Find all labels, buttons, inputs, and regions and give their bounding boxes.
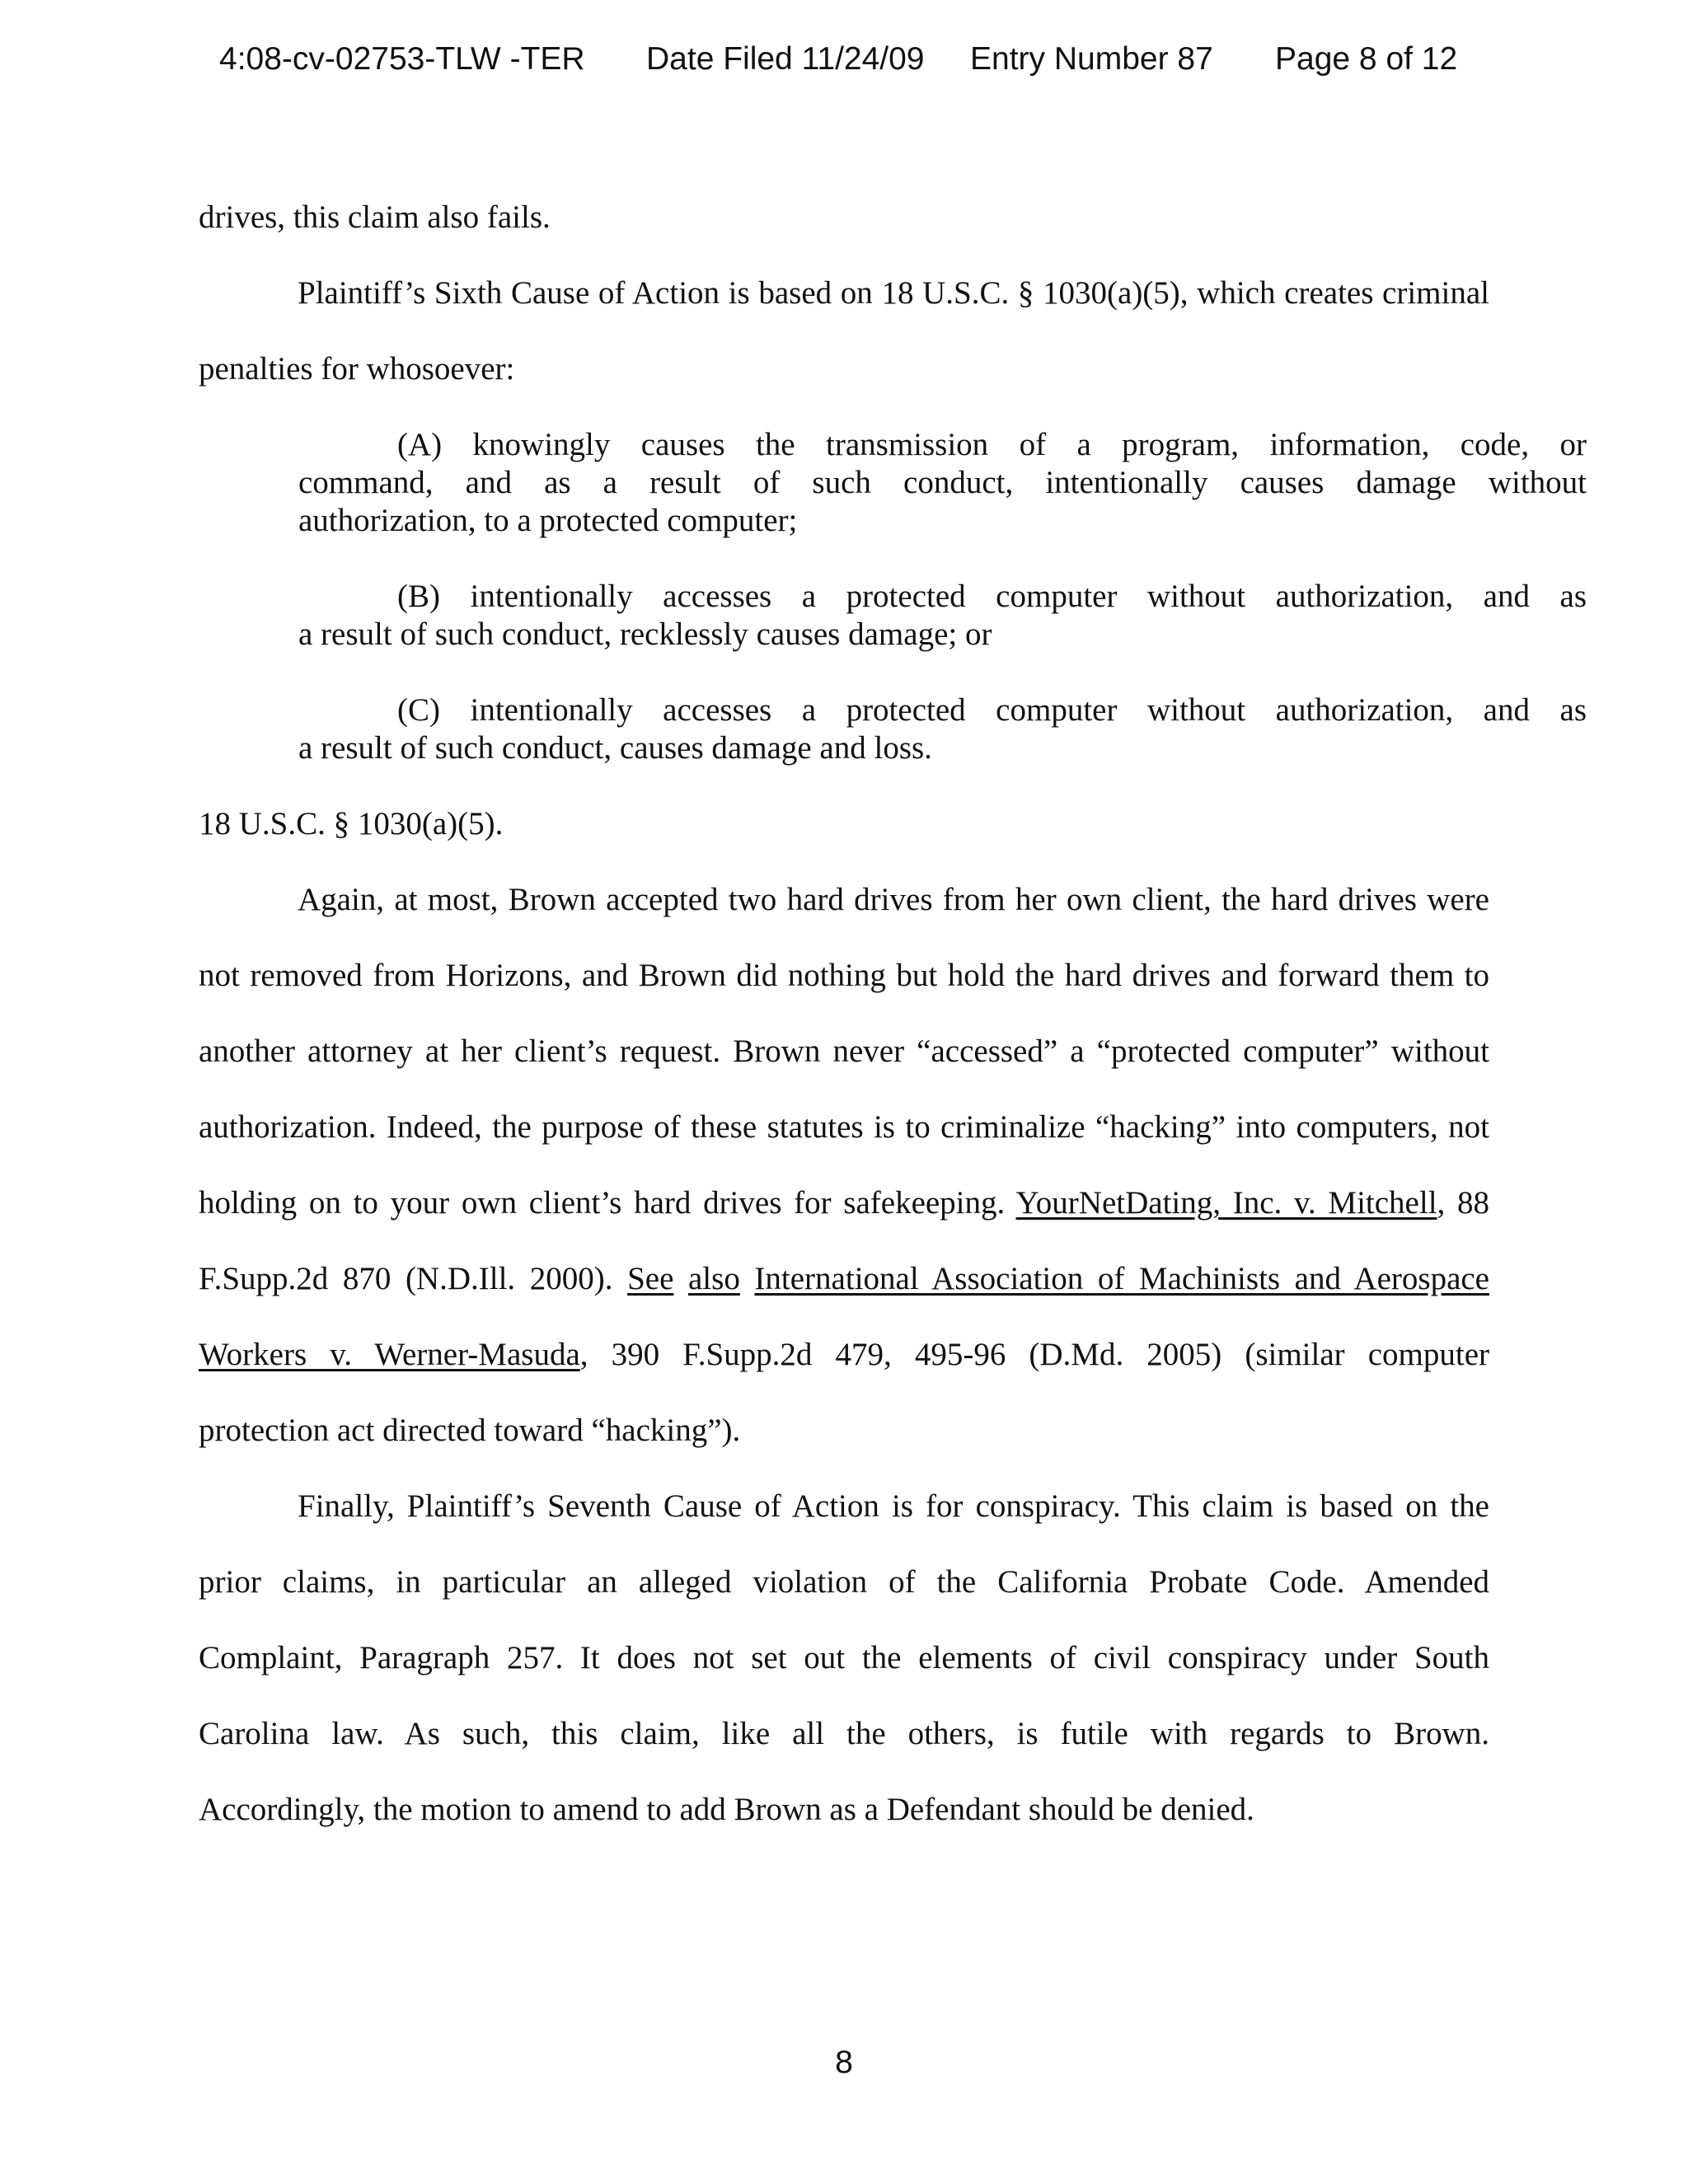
paragraph-line: holding on to your own client’s hard drives for safekeeping. YourNetDating, Inc. v. Mitchell, 88 — [199, 1185, 1490, 1221]
case-citation: YourNetDating, Inc. v. Mitchell — [1015, 1185, 1437, 1221]
quote-line: (C) intentionally accesses a protected computer without authorization, and as — [397, 692, 1587, 728]
case-citation: International Association of Machinists and Aerospace — [754, 1261, 1489, 1296]
filing-header — [0, 36, 1688, 82]
paragraph-line: authorization. Indeed, the purpose of these statutes is to criminalize “hacking” into computers, not — [199, 1109, 1489, 1145]
quote-line: a result of such conduct, causes damage and loss. — [298, 730, 932, 766]
paragraph-line: Accordingly, the motion to amend to add Brown as a Defendant should be denied. — [199, 1792, 1254, 1827]
paragraph-line: penalties for whosoever: — [199, 351, 515, 387]
paragraph-line: prior claims, in particular an alleged violation of the California Probate Code. Amended — [199, 1564, 1489, 1600]
paragraph-line: Carolina law. As such, this claim, like all the others, is futile with regards to Brown. — [199, 1716, 1489, 1751]
paragraph-line: Finally, Plaintiff’s Seventh Cause of Action is for conspiracy. This claim is based on the — [298, 1488, 1489, 1524]
paragraph-line: Complaint, Paragraph 257. It does not set out the elements of civil conspiracy under South — [199, 1640, 1489, 1675]
paragraph-line: Again, at most, Brown accepted two hard drives from her own client, the hard drives were — [298, 882, 1489, 917]
case-number: 4:08-cv-02753-TLW -TER — [219, 41, 585, 77]
paragraph-line: protection act directed toward “hacking”). — [199, 1413, 741, 1448]
quote-line: (B) intentionally accesses a protected computer without authorization, and as — [397, 579, 1587, 614]
paragraph-line: another attorney at her client’s request. Brown never “accessed” a “protected computer” without — [199, 1033, 1489, 1069]
quote-line: a result of such conduct, recklessly causes damage; or — [298, 616, 992, 652]
paragraph-line: drives, this claim also fails. — [199, 199, 551, 235]
paragraph-line: not removed from Horizons, and Brown did nothing but hold the hard drives and forward them to — [199, 958, 1489, 993]
date-filed: Date Filed 11/24/09 — [646, 41, 925, 77]
quote-line: (A) knowingly causes the transmission of a program, information, code, or — [397, 427, 1587, 462]
quote-line: command, and as a result of such conduct, intentionally causes damage without — [298, 465, 1587, 500]
entry-number: Entry Number 87 — [970, 41, 1213, 77]
citation-line: 18 U.S.C. § 1030(a)(5). — [199, 806, 504, 841]
quote-line: authorization, to a protected computer; — [298, 503, 798, 538]
paragraph-line: Plaintiff’s Sixth Cause of Action is based on 18 U.S.C. § 1030(a)(5), which creates criminal — [298, 275, 1489, 311]
also-signal: also — [688, 1261, 740, 1296]
see-signal: See — [627, 1261, 674, 1296]
page-number: 8 — [835, 2045, 853, 2080]
case-citation: Workers v. Werner-Masuda — [199, 1337, 580, 1372]
paragraph-line: F.Supp.2d 870 (N.D.Ill. 2000). See also International Association of Machinists and Aerospace — [199, 1261, 1489, 1296]
page-of: Page 8 of 12 — [1275, 41, 1458, 77]
paragraph-line: Workers v. Werner-Masuda, 390 F.Supp.2d 479, 495-96 (D.Md. 2005) (similar computer — [199, 1337, 1489, 1372]
